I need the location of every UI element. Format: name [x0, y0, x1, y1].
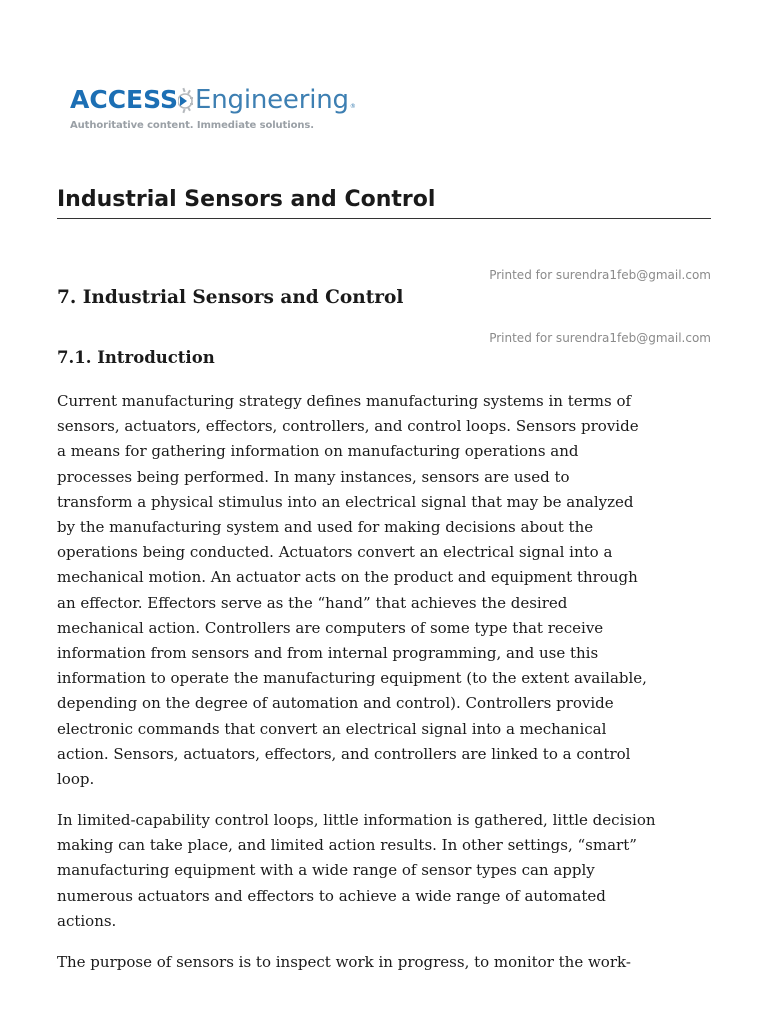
printed-for-note: Printed for surendra1feb@gmail.com [489, 268, 711, 282]
paragraph-line: Current manufacturing strategy defines manufacturing systems in terms of [57, 392, 632, 410]
paragraph-line: The purpose of sensors is to inspect work in progress, to monitor the work- [57, 953, 631, 971]
paragraph-line: mechanical motion. An actuator acts on the product and equipment through [57, 568, 638, 587]
document-title: Industrial Sensors and Control [57, 187, 436, 212]
logo-tagline: Authoritative content. Immediate solutions. [70, 120, 314, 131]
logo-access-text: ACCESS [70, 85, 179, 114]
paragraph-line: In limited-capability control loops, little information is gathered, little decision [57, 811, 656, 829]
paragraph-line: depending on the degree of automation and control). Controllers provide [57, 694, 614, 713]
gear-arrow-icon [178, 85, 194, 115]
paragraph-line: electronic commands that convert an electrical signal into a mechanical [57, 719, 607, 738]
paragraph-line: operations being conducted. Actuators convert an electrical signal into a [57, 543, 613, 562]
paragraph-introduction-2 [57, 808, 717, 934]
paragraph-line: actions. [57, 911, 117, 930]
paragraph-line: making can take place, and limited action results. In other settings, “smart” [57, 836, 637, 855]
section-heading: 7.1. Introduction [57, 348, 215, 367]
paragraph-line: loop. [57, 770, 95, 789]
paragraph-introduction-1 [57, 389, 717, 792]
paragraph-introduction-3 [57, 950, 717, 975]
paragraph-line: information from sensors and from internal programming, and use this [57, 644, 599, 663]
printed-for-note: Printed for surendra1feb@gmail.com [489, 331, 711, 345]
paragraph-line: by the manufacturing system and used for making decisions about the [57, 518, 594, 537]
logo-engineering-text: Engineering [195, 85, 349, 115]
paragraph-line: information to operate the manufacturing equipment (to the extent available, [57, 669, 647, 688]
paragraph-line: a means for gathering information on manufacturing operations and [57, 442, 579, 461]
paragraph-line: mechanical action. Controllers are computers of some type that receive [57, 618, 604, 637]
paragraph-line: processes being performed. In many instances, sensors are used to [57, 467, 570, 486]
access-engineering-logo [70, 82, 360, 138]
paragraph-line: transform a physical stimulus into an electrical signal that may be analyzed [57, 492, 634, 511]
paragraph-line: numerous actuators and effectors to achieve a wide range of automated [57, 886, 606, 905]
logo-wordmark [70, 82, 356, 118]
paragraph-line: manufacturing equipment with a wide range of sensor types can apply [57, 861, 595, 880]
paragraph-line: action. Sensors, actuators, effectors, and controllers are linked to a control [57, 744, 631, 763]
chapter-heading: 7. Industrial Sensors and Control [57, 287, 404, 308]
paragraph-line: an effector. Effectors serve as the “hand” that achieves the desired [57, 593, 568, 612]
registered-mark: ® [349, 102, 356, 110]
paragraph-line: sensors, actuators, effectors, controllers, and control loops. Sensors provide [57, 417, 639, 436]
title-divider [57, 218, 711, 219]
